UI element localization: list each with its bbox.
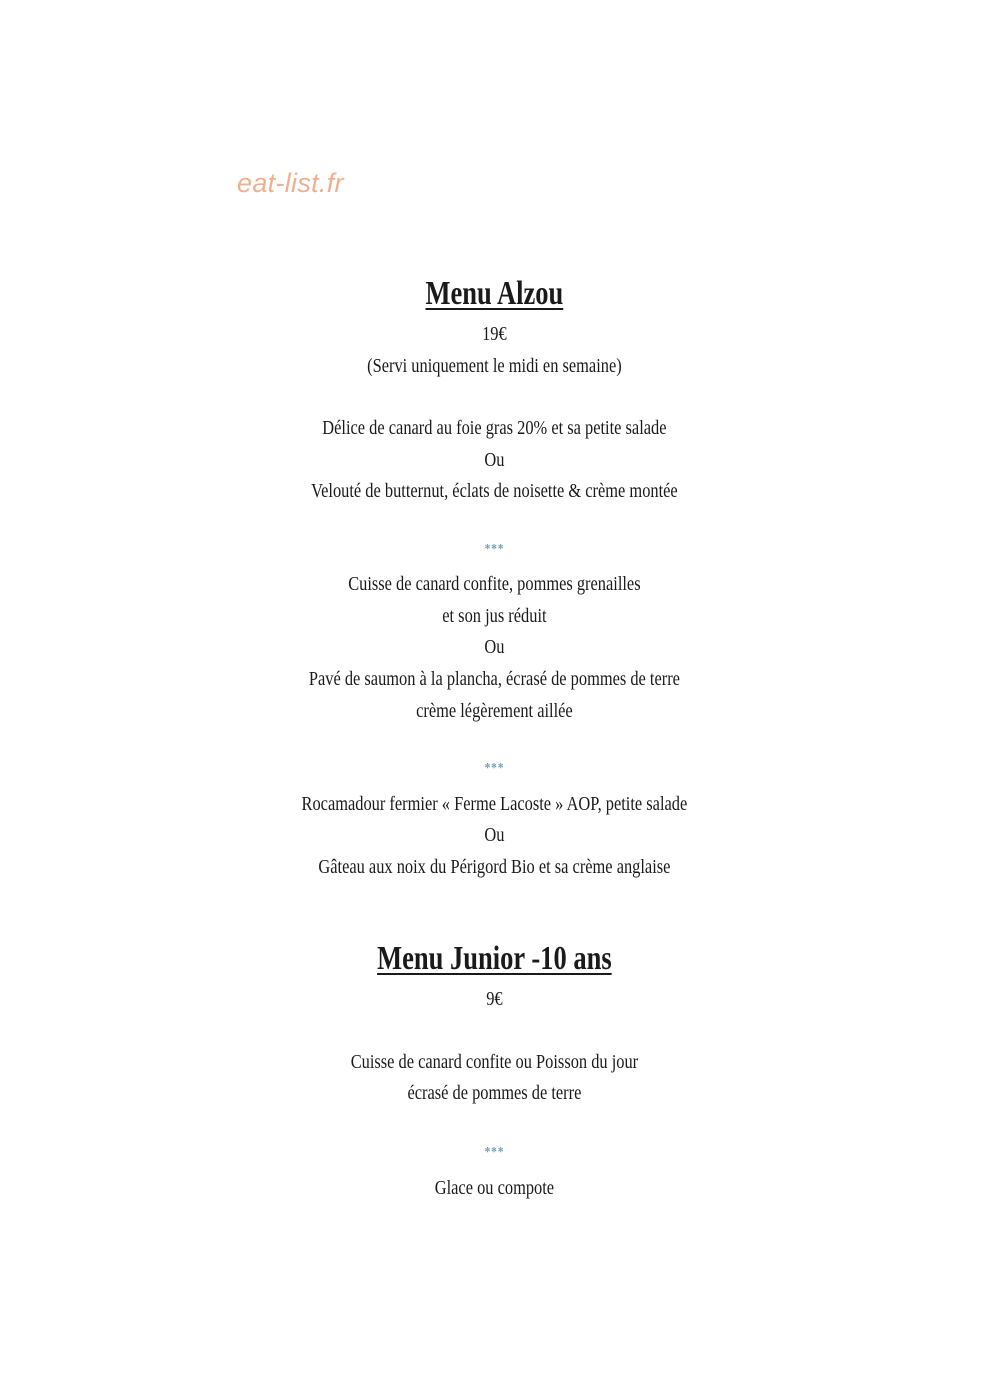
menu-alzou-or-2: Ou [484, 636, 505, 658]
menu-alzou-plat-1a: Cuisse de canard confite, pommes grenailles [348, 573, 641, 595]
separator-stars-1: *** [484, 542, 505, 557]
menu-alzou-dessert-2: Gâteau aux noix du Périgord Bio et sa crème anglaise [318, 856, 671, 878]
menu-alzou-entree-2: Velouté de butternut, éclats de noisette & crème montée [311, 480, 678, 502]
menu-alzou-title: Menu Alzou [425, 275, 564, 312]
menu-junior-plat-a: Cuisse de canard confite ou Poisson du jour [350, 1051, 639, 1073]
menu-alzou-plat-2a: Pavé de saumon à la plancha, écrasé de pommes de terre [308, 668, 680, 690]
menu-alzou-entree-1: Délice de canard au foie gras 20% et sa petite salade [322, 417, 667, 439]
watermark-text: eat-list.fr [237, 168, 344, 198]
menu-junior-title: Menu Junior -10 ans [377, 940, 612, 977]
menu-alzou-or-3: Ou [484, 824, 505, 846]
menu-alzou-dessert-1: Rocamadour fermier « Ferme Lacoste » AOP, petite salade [301, 793, 688, 815]
menu-junior-plat-b: écrasé de pommes de terre [407, 1082, 582, 1104]
menu-junior-price: 9€ [486, 988, 503, 1010]
menu-alzou-price: 19€ [482, 323, 507, 345]
menu-alzou-plat-1b: et son jus réduit [442, 605, 547, 627]
menu-alzou-or-1: Ou [484, 449, 505, 471]
separator-stars-3: *** [484, 1145, 505, 1160]
menu-junior-dessert: Glace ou compote [434, 1177, 555, 1199]
menu-alzou-plat-2b: crème légèrement aillée [416, 700, 573, 722]
menu-alzou-note: (Servi uniquement le midi en semaine) [367, 355, 622, 377]
separator-stars-2: *** [484, 761, 505, 776]
